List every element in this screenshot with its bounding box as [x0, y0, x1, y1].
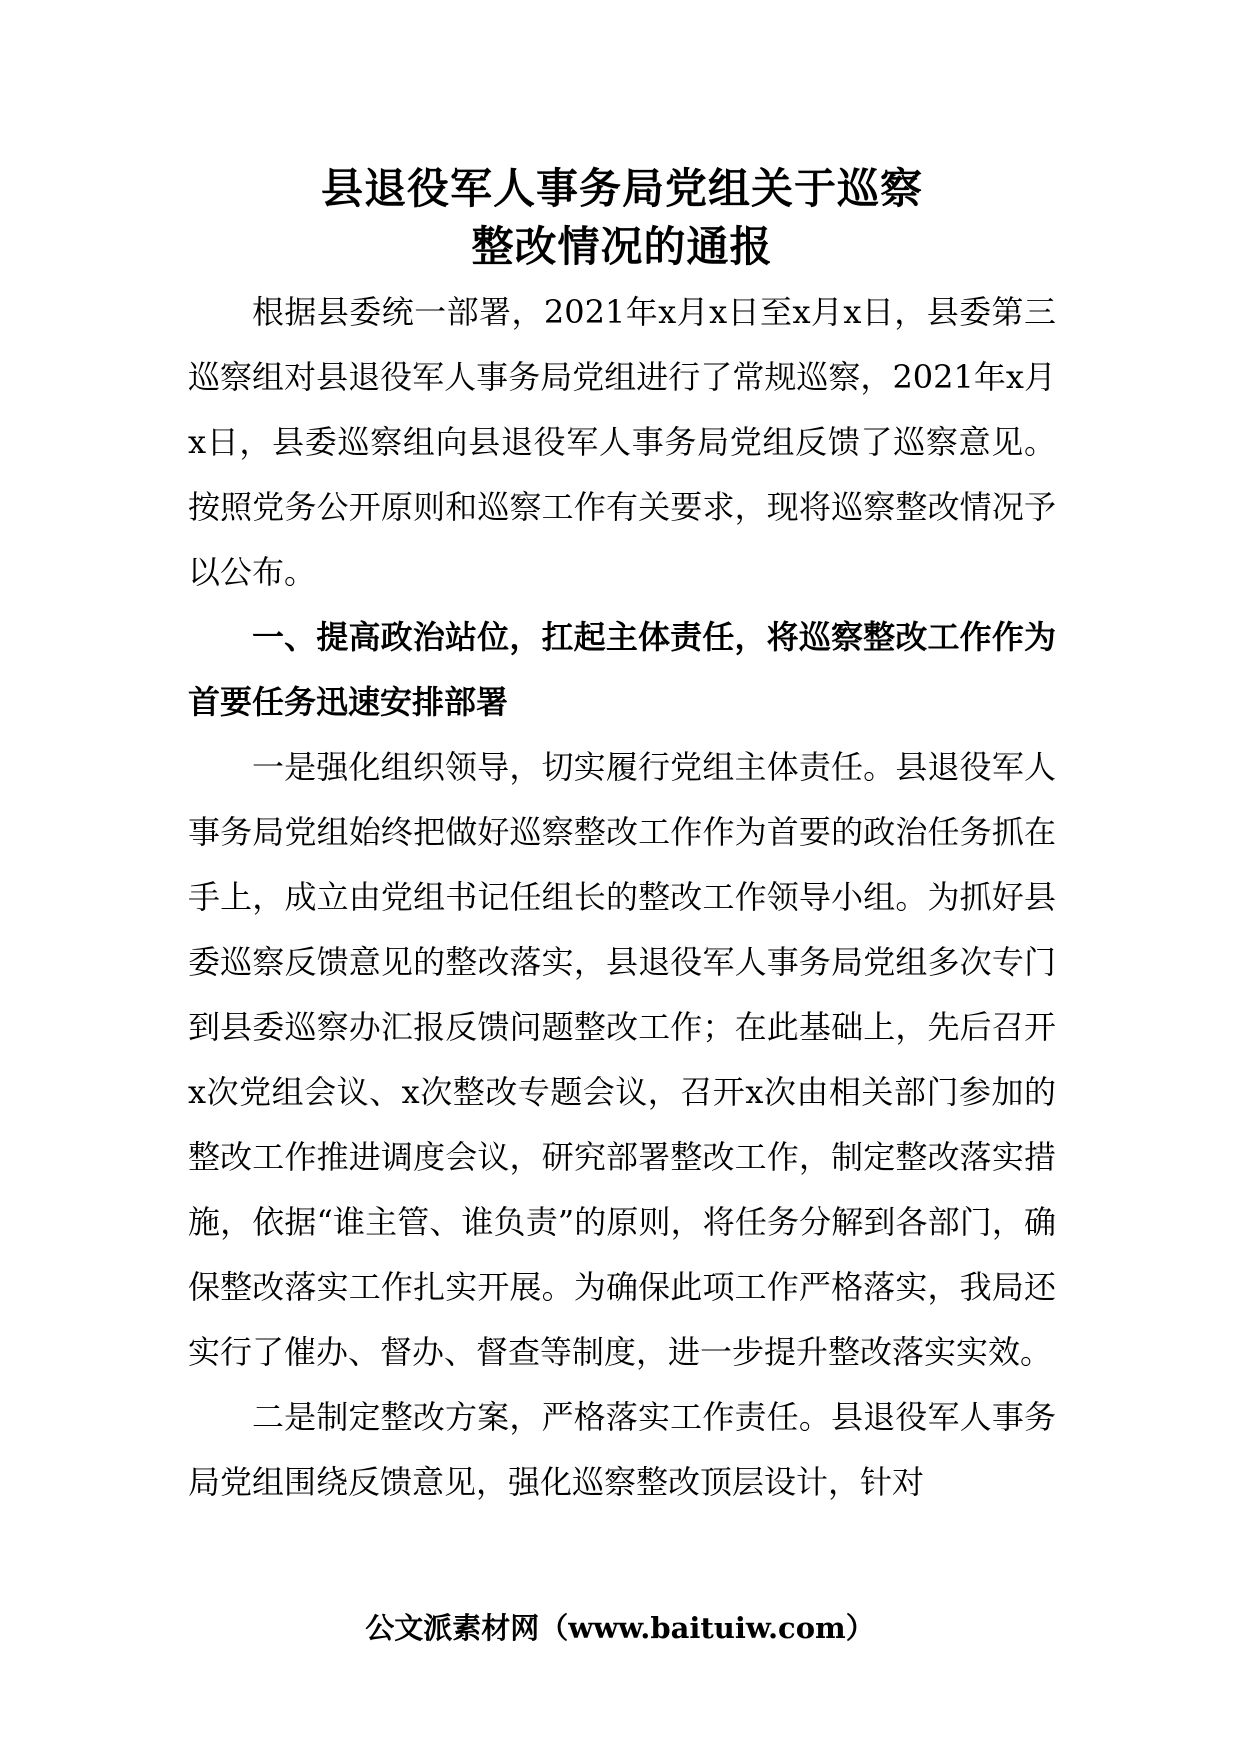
intro-paragraph: 根据县委统一部署，2021年x月x日至x月x日，县委第三巡察组对县退役军人事务局党组进行了常规巡察，2021年x月x日，县委巡察组向县退役军人事务局党组反馈了巡察意见。按照党务公开原则和巡察工作有关要求，现将巡察整改情况予以公布。: [188, 293, 1056, 591]
document-title: [188, 160, 1056, 276]
section-1-paragraph-1: 一是强化组织领导，切实履行党组主体责任。县退役军人事务局党组始终把做好巡察整改工作作为首要的政治任务抓在手上，成立由党组书记任组长的整改工作领导小组。为抓好县委巡察反馈意见的整改落实，县退役军人事务局党组多次专门到县委巡察办汇报反馈问题整改工作；在此基础上，先后召开x次党组会议、x次整改专题会议，召开x次由相关部门参加的整改工作推进调度会议，研究部署整改工作，制定整改落实措施，依据“谁主管、谁负责”的原则，将任务分解到各部门，确保整改落实工作扎实开展。为确保此项工作严格落实，我局还实行了催办、督办、督查等制度，进一步提升整改落实实效。: [188, 748, 1056, 1371]
document-page: [188, 160, 1056, 1515]
footer-watermark: 公文派素材网（www.baituiw.com）: [365, 1611, 875, 1645]
document-title-line-2: 整改情况的通报: [471, 222, 773, 271]
section-1-paragraph-2: 二是制定整改方案，严格落实工作责任。县退役军人事务局党组围绕反馈意见，强化巡察整改顶层设计，针对: [188, 1398, 1056, 1501]
section-1-heading: 一、提高政治站位，扛起主体责任，将巡察整改工作作为首要任务迅速安排部署: [188, 618, 1056, 721]
document-title-line-1: 县退役军人事务局党组关于巡察: [320, 164, 923, 213]
